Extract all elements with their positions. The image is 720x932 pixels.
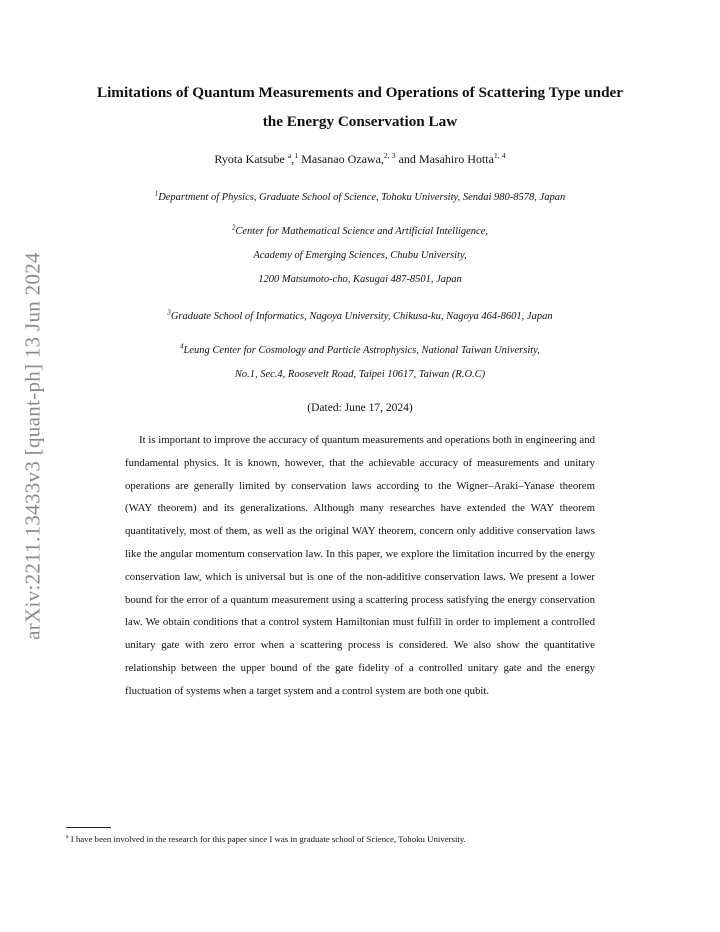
- affiliation-2-line-1: Center for Mathematical Science and Artificial Intelligence,: [235, 226, 489, 237]
- author-1-footnote-mark: a: [287, 151, 292, 160]
- footnote-mark: a: [66, 834, 69, 841]
- affiliation-1-mark: 1: [154, 190, 159, 198]
- author-1-name: Ryota Katsube: [214, 152, 285, 166]
- arxiv-identifier: arXiv:2211.13433v3 [quant-ph] 13 Jun 2024: [20, 252, 45, 640]
- affiliation-4: [60, 339, 660, 387]
- affiliation-1: [60, 186, 660, 210]
- affiliation-3-line-1: Graduate School of Informatics, Nagoya University, Chikusa-ku, Nagoya 464-8601, Japan: [170, 311, 553, 322]
- author-2-affiliation: 2, 3: [383, 151, 396, 160]
- affiliation-3: [60, 305, 660, 329]
- title-line-2: the Energy Conservation Law: [262, 113, 458, 130]
- author-1-affiliation: 1: [294, 151, 299, 160]
- affiliation-1-line-1: Department of Physics, Graduate School of Science, Tohoku University, Sendai 980-8578, Japan: [158, 192, 566, 203]
- author-3-affiliation: 1, 4: [493, 151, 506, 160]
- affiliation-4-line-1: Leung Center for Cosmology and Particle Astrophysics, National Taiwan University,: [183, 345, 540, 356]
- affiliation-2-line-3: 1200 Matsumoto-cho, Kasugai 487-8501, Japan: [258, 274, 462, 285]
- paper-title: [60, 78, 660, 136]
- footnote: [66, 833, 666, 846]
- title-line-1: Limitations of Quantum Measurements and Operations of Scattering Type under: [96, 84, 624, 101]
- footnote-rule: [66, 827, 111, 828]
- footnote-text: I have been involved in the research for this paper since I was in graduate school of Science, Tohoku University.: [70, 834, 466, 844]
- author-conjunction: and: [398, 152, 416, 166]
- affiliation-4-line-2: No.1, Sec.4, Roosevelt Road, Taipei 10617, Taiwan (R.O.C): [234, 369, 486, 380]
- affiliation-2-line-2: Academy of Emerging Sciences, Chubu University,: [253, 250, 467, 261]
- date-line: (Dated: June 17, 2024): [307, 402, 413, 414]
- author-list: Ryota Katsube $^a$,$^1$ Masanao Ozawa,$^{2, 3}$ and Masahiro Hotta$^{1, 4}$: [214, 151, 506, 166]
- author-2-name: Masanao Ozawa,: [301, 152, 384, 166]
- affiliation-3-mark: 3: [167, 309, 171, 317]
- affiliation-2: [60, 220, 660, 292]
- affiliation-2-mark: 2: [231, 224, 236, 232]
- abstract: It is important to improve the accuracy of quantum measurements and operations both in engineering and fundamental physics. It is known, however, that the achievable accuracy of measurements and unitary operations are generally limited by conservation laws according to the Wigner–Araki–Yanase theorem (WAY theorem) and its generalizations. Although many researches have extended the WAY theorem quantitatively, most of them, as well as the original WAY theorem, concern only additive conservation laws like the angular momentum conservation law. In this paper, we explore the limitation incurred by the energy conservation law, which is universal but is one of the non-additive conservation laws. We present a lower bound for the error of a quantum measurement using a scattering process satisfying the energy conservation law. We obtain conditions that a control system Hamiltonian must fulfill in order to implement a controlled unitary gate with zero error when a scattering process is considered. We also show the quantitative relationship between the upper bound of the gate fidelity of a controlled unitary gate and the energy fluctuation of systems when a target system and a control system are both one qubit.: [125, 434, 595, 697]
- affiliation-4-mark: 4: [180, 343, 184, 351]
- author-3-name: Masahiro Hotta: [418, 152, 494, 166]
